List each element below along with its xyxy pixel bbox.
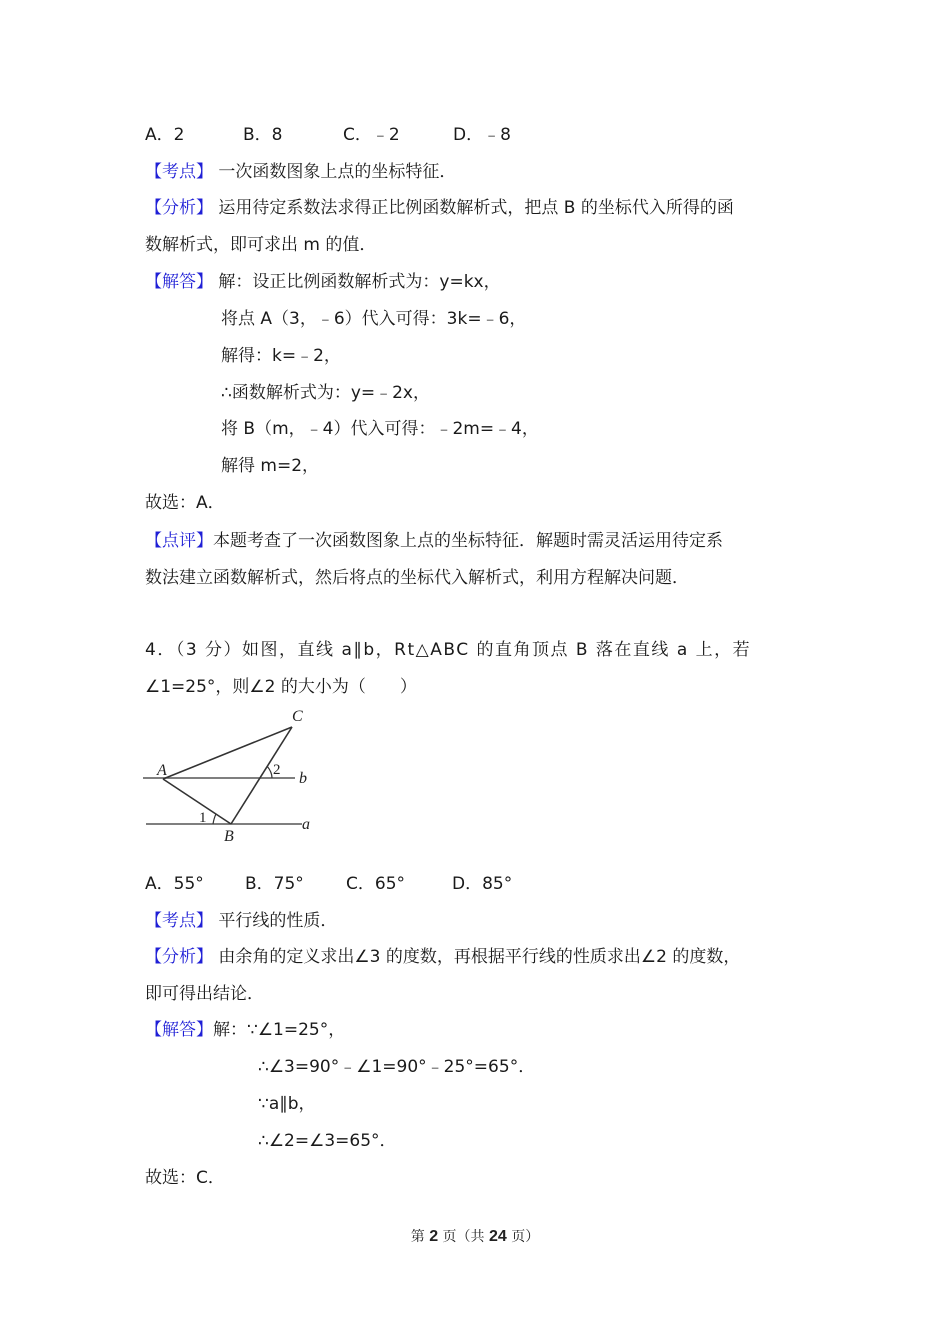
label-a-point: A (157, 762, 167, 779)
q3-fenxi (145, 196, 734, 220)
label-line-b: b (299, 770, 307, 787)
q3-options (145, 123, 511, 147)
q3-option-d: D．﹣8 (453, 125, 511, 145)
jieda-line: 解：设正比例函数解析式为：y=kx， (218, 272, 501, 292)
kaodian-tag: 【考点】 (145, 162, 213, 182)
label-b-point: B (224, 828, 234, 845)
page-footer: 第 2 页（共 24 页） (410, 1228, 540, 1245)
q4-fenxi (145, 945, 740, 969)
jieda-line: ∴∠2=∠3=65°． (258, 1131, 397, 1151)
q4-option-d: D．85° (452, 874, 513, 894)
q4-stem-line1: 4．（3 分）如图，直线 a∥b，Rt△ABC 的直角顶点 B 落在直线 a 上，若 (145, 640, 752, 660)
q3-dianping (145, 529, 723, 553)
fenxi-text-line1: 由余角的定义求出∠3 的度数，再根据平行线的性质求出∠2 的度数， (218, 947, 741, 967)
q4-option-b: B．75° (245, 874, 304, 894)
jieda-line: ∵a∥b， (258, 1094, 316, 1114)
angle-2-arc (267, 766, 272, 778)
q3-fenxi-line2: 数解析式，即可求出 m 的值． (145, 235, 377, 255)
jieda-line: 解得：k=﹣2， (221, 346, 341, 366)
q3-option-c: C．﹣2 (343, 125, 400, 145)
page-number: 2 (429, 1228, 439, 1245)
kaodian-text: 一次函数图象上点的坐标特征． (218, 162, 457, 182)
label-angle-2: 2 (273, 762, 281, 778)
jieda-line: 解：∵∠1=25°， (213, 1020, 346, 1040)
dianping-text-line1: 本题考查了一次函数图象上点的坐标特征．解题时需灵活运用待定系 (213, 531, 723, 551)
kaodian-text: 平行线的性质． (218, 911, 338, 931)
total-pages: 24 (489, 1228, 507, 1245)
q3-kaodian (145, 160, 456, 184)
fenxi-tag: 【分析】 (145, 198, 213, 218)
fenxi-tag: 【分析】 (145, 947, 213, 967)
jieda-line: ∴函数解析式为：y=﹣2x， (221, 383, 430, 403)
jieda-tag: 【解答】 (145, 1020, 213, 1040)
jieda-line: 将点 A（3，﹣6）代入可得：3k=﹣6， (221, 309, 527, 329)
q4-kaodian (145, 909, 337, 933)
geometry-figure (140, 702, 330, 852)
q4-option-a: A．55° (145, 874, 204, 894)
side-ab (163, 779, 231, 824)
jieda-line: ∴∠3=90°﹣∠1=90°﹣25°=65°． (258, 1057, 536, 1077)
q3-dianping-line2: 数法建立函数解析式，然后将点的坐标代入解析式，利用方程解决问题． (145, 568, 689, 588)
jieda-line: 解得 m=2， (221, 456, 320, 476)
q4-stem-line2: ∠1=25°，则∠2 的大小为（ ） (145, 677, 417, 697)
kaodian-tag: 【考点】 (145, 911, 213, 931)
q4-option-c: C．65° (346, 874, 406, 894)
jieda-tag: 【解答】 (145, 272, 213, 292)
side-bc (231, 727, 292, 824)
q3-option-b: B．8 (243, 125, 283, 145)
label-line-a: a (302, 816, 310, 833)
q4-answer: 故选：C． (145, 1168, 225, 1188)
label-c: C (292, 708, 303, 725)
dianping-tag: 【点评】 (145, 531, 213, 551)
q4-fenxi-line2: 即可得出结论． (145, 984, 264, 1004)
label-angle-1: 1 (199, 810, 207, 826)
q3-answer: 故选：A． (145, 493, 225, 513)
fenxi-text-line1: 运用待定系数法求得正比例函数解析式，把点 B 的坐标代入所得的函 (218, 198, 734, 218)
q4-jieda (145, 1018, 345, 1042)
q3-jieda (145, 270, 501, 294)
angle-1-arc (213, 814, 216, 824)
q4-options (145, 872, 512, 896)
jieda-line: 将 B（m，﹣4）代入可得：﹣2m=﹣4， (221, 419, 539, 439)
q3-option-a: A．2 (145, 125, 185, 145)
